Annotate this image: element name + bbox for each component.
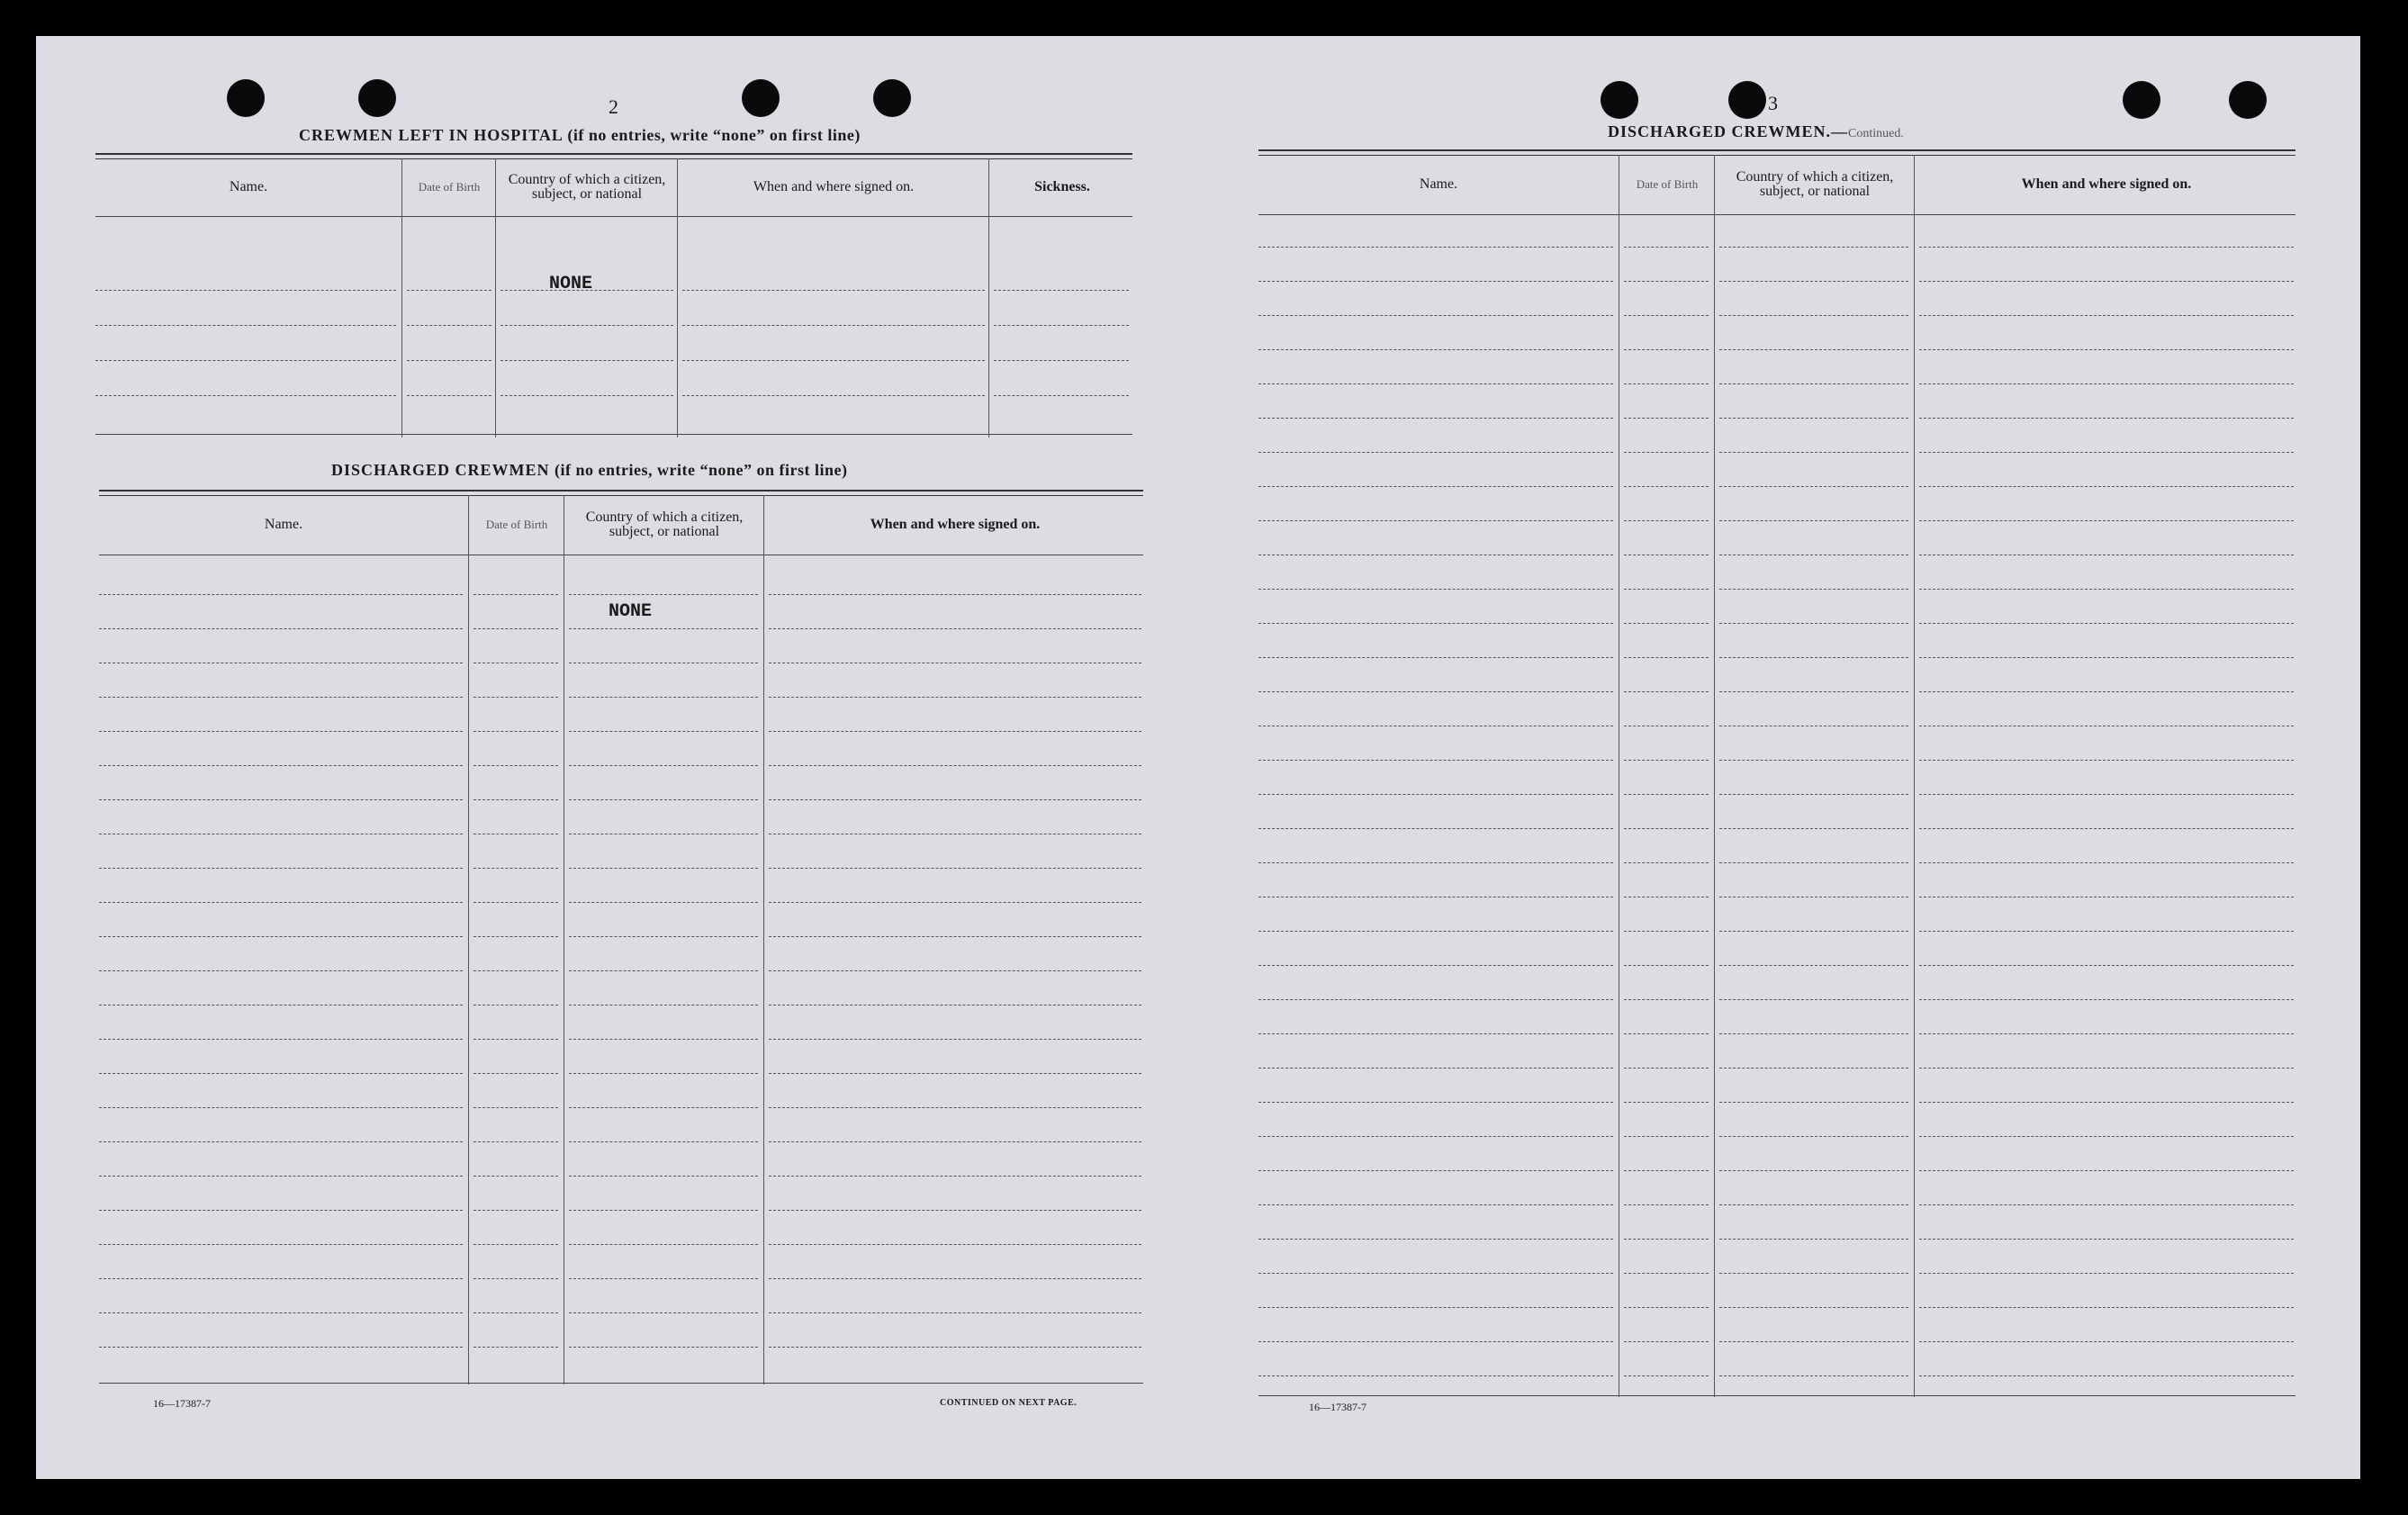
right-section-title bbox=[1608, 122, 1904, 141]
ruled-line bbox=[1624, 281, 1709, 282]
ruled-line bbox=[473, 1347, 558, 1348]
ruled-line bbox=[1719, 520, 1908, 521]
ruled-line bbox=[1919, 247, 2294, 248]
ruled-line bbox=[1919, 1273, 2294, 1274]
ruled-line bbox=[769, 970, 1141, 971]
ruled-line bbox=[1719, 1136, 1908, 1137]
punch-hole bbox=[2123, 81, 2160, 119]
ruled-line bbox=[769, 1141, 1141, 1142]
ruled-line bbox=[1258, 281, 1613, 282]
ruled-line bbox=[1719, 691, 1908, 692]
ruled-line bbox=[1258, 999, 1613, 1000]
ruled-line bbox=[473, 1141, 558, 1142]
column-header-when-where: When and where signed on. bbox=[753, 179, 915, 194]
ruled-line bbox=[769, 1210, 1141, 1211]
ruled-line bbox=[1258, 486, 1613, 487]
ruled-line bbox=[769, 868, 1141, 869]
ruled-line bbox=[1258, 828, 1613, 829]
column-header-country: Country of which a citizen, subject, or national bbox=[585, 510, 744, 539]
ruled-line bbox=[407, 395, 492, 396]
ruled-line bbox=[1624, 1170, 1709, 1171]
page-number-right: 3 bbox=[1768, 92, 1778, 114]
ruled-line bbox=[1919, 1375, 2294, 1376]
ruled-line bbox=[569, 1278, 758, 1279]
ruled-line bbox=[1624, 486, 1709, 487]
ruled-line bbox=[473, 697, 558, 698]
ruled-line bbox=[569, 731, 758, 732]
ruled-line bbox=[1258, 1136, 1613, 1137]
ruled-line bbox=[569, 1244, 758, 1245]
ruled-line bbox=[1258, 931, 1613, 932]
right-title-text: DISCHARGED CREWMEN.— bbox=[1608, 122, 1849, 140]
ruled-line bbox=[1719, 1170, 1908, 1171]
ruled-line bbox=[1624, 589, 1709, 590]
ruled-line bbox=[1624, 691, 1709, 692]
ruled-line bbox=[569, 697, 758, 698]
ruled-line bbox=[501, 395, 673, 396]
ruled-line bbox=[473, 731, 558, 732]
ruled-line bbox=[99, 594, 463, 595]
punch-hole bbox=[742, 79, 780, 117]
ruled-line bbox=[1919, 589, 2294, 590]
hospital-title-text: CREWMEN LEFT IN HOSPITAL bbox=[299, 126, 563, 144]
ruled-line bbox=[769, 731, 1141, 732]
ruled-line bbox=[1719, 247, 1908, 248]
ruled-line bbox=[501, 325, 673, 326]
ruled-line bbox=[473, 1073, 558, 1074]
ruled-line bbox=[1719, 1375, 1908, 1376]
ruled-line bbox=[569, 1312, 758, 1313]
ruled-line bbox=[769, 697, 1141, 698]
ruled-line bbox=[1624, 1239, 1709, 1240]
ruled-line bbox=[1719, 1204, 1908, 1205]
ruled-line bbox=[1719, 1341, 1908, 1342]
punch-hole bbox=[1601, 81, 1638, 119]
ruled-line bbox=[569, 594, 758, 595]
ruled-line bbox=[1719, 281, 1908, 282]
ruled-line bbox=[1624, 1033, 1709, 1034]
ruled-line bbox=[1624, 1068, 1709, 1069]
ruled-line bbox=[1919, 691, 2294, 692]
ruled-line bbox=[569, 1347, 758, 1348]
ruled-line bbox=[1624, 349, 1709, 350]
ruled-line bbox=[569, 868, 758, 869]
ruled-line bbox=[1719, 931, 1908, 932]
column-header-date-of-birth: Date of Birth bbox=[485, 518, 548, 531]
ruled-line bbox=[473, 628, 558, 629]
ruled-line bbox=[1719, 862, 1908, 863]
ruled-line bbox=[99, 1347, 463, 1348]
ruled-line bbox=[1919, 520, 2294, 521]
ruled-line bbox=[1624, 1136, 1709, 1137]
ruled-line bbox=[99, 731, 463, 732]
ruled-line bbox=[1624, 794, 1709, 795]
ruled-line bbox=[1719, 657, 1908, 658]
ruled-line bbox=[994, 290, 1129, 291]
ruled-line bbox=[994, 360, 1129, 361]
ruled-line bbox=[99, 902, 463, 903]
ruled-line bbox=[1624, 1273, 1709, 1274]
document-sheet bbox=[36, 36, 2360, 1479]
column-header-country: Country of which a citizen, subject, or national bbox=[1736, 169, 1894, 199]
ruled-line bbox=[1919, 1068, 2294, 1069]
ruled-line bbox=[1624, 623, 1709, 624]
ruled-line bbox=[569, 1073, 758, 1074]
ruled-line bbox=[1258, 1239, 1613, 1240]
ruled-line bbox=[682, 395, 985, 396]
ruled-line bbox=[473, 902, 558, 903]
column-header-country: Country of which a citizen, subject, or national bbox=[508, 172, 666, 202]
ruled-line bbox=[1624, 862, 1709, 863]
ruled-line bbox=[1624, 760, 1709, 761]
column-header-when-where: When and where signed on. bbox=[870, 517, 1041, 532]
ruled-line bbox=[769, 902, 1141, 903]
discharged-table-right bbox=[1258, 149, 2295, 1399]
ruled-line bbox=[769, 765, 1141, 766]
ruled-line bbox=[1258, 383, 1613, 384]
ruled-line bbox=[569, 1141, 758, 1142]
ruled-line bbox=[1258, 1375, 1613, 1376]
ruled-line bbox=[1919, 1204, 2294, 1205]
ruled-line bbox=[1719, 623, 1908, 624]
ruled-line bbox=[1258, 1033, 1613, 1034]
ruled-line bbox=[769, 936, 1141, 937]
ruled-line bbox=[473, 1210, 558, 1211]
ruled-line bbox=[1258, 247, 1613, 248]
ruled-line bbox=[1919, 1341, 2294, 1342]
column-header-date-of-birth: Date of Birth bbox=[418, 180, 481, 194]
ruled-line bbox=[1258, 1273, 1613, 1274]
discharged-title-text: DISCHARGED CREWMEN bbox=[331, 461, 550, 479]
punch-hole bbox=[2229, 81, 2267, 119]
ruled-line bbox=[407, 360, 492, 361]
hospital-subtitle-text: (if no entries, write “none” on first line) bbox=[567, 126, 861, 144]
ruled-line bbox=[1719, 349, 1908, 350]
ruled-line bbox=[1919, 452, 2294, 453]
ruled-line bbox=[1919, 1033, 2294, 1034]
ruled-line bbox=[569, 628, 758, 629]
punch-hole bbox=[1728, 81, 1766, 119]
ruled-line bbox=[769, 1244, 1141, 1245]
ruled-line bbox=[1919, 1239, 2294, 1240]
ruled-line bbox=[1258, 965, 1613, 966]
discharged-section-title bbox=[331, 461, 847, 480]
ruled-line bbox=[1919, 383, 2294, 384]
ruled-line bbox=[1624, 452, 1709, 453]
ruled-line bbox=[473, 1278, 558, 1279]
hospital-entry: NONE bbox=[549, 274, 593, 294]
ruled-line bbox=[1624, 657, 1709, 658]
ruled-line bbox=[1919, 281, 2294, 282]
discharged-table-left bbox=[99, 490, 1143, 1390]
hospital-section-title bbox=[299, 126, 861, 145]
ruled-line bbox=[1258, 520, 1613, 521]
ruled-line bbox=[1624, 1341, 1709, 1342]
ruled-line bbox=[1624, 999, 1709, 1000]
ruled-line bbox=[1919, 1307, 2294, 1308]
ruled-line bbox=[1919, 828, 2294, 829]
ruled-line bbox=[99, 1312, 463, 1313]
ruled-line bbox=[1258, 1341, 1613, 1342]
ruled-line bbox=[99, 868, 463, 869]
form-number-left: 16—17387-7 bbox=[153, 1397, 211, 1410]
ruled-line bbox=[99, 1210, 463, 1211]
ruled-line bbox=[569, 936, 758, 937]
ruled-line bbox=[1919, 965, 2294, 966]
ruled-line bbox=[99, 1039, 463, 1040]
ruled-line bbox=[473, 594, 558, 595]
ruled-line bbox=[1258, 760, 1613, 761]
discharged-subtitle-text: (if no entries, write “none” on first line) bbox=[555, 461, 848, 479]
ruled-line bbox=[994, 325, 1129, 326]
ruled-line bbox=[769, 594, 1141, 595]
ruled-line bbox=[569, 1210, 758, 1211]
ruled-line bbox=[99, 1244, 463, 1245]
ruled-line bbox=[501, 360, 673, 361]
ruled-line bbox=[1624, 520, 1709, 521]
ruled-line bbox=[1719, 486, 1908, 487]
ruled-line bbox=[769, 628, 1141, 629]
ruled-line bbox=[473, 765, 558, 766]
ruled-line bbox=[1624, 1102, 1709, 1103]
punch-hole bbox=[358, 79, 396, 117]
ruled-line bbox=[569, 902, 758, 903]
ruled-line bbox=[99, 799, 463, 800]
ruled-line bbox=[994, 395, 1129, 396]
ruled-line bbox=[682, 290, 985, 291]
column-header-name: Name. bbox=[264, 517, 303, 532]
ruled-line bbox=[1919, 999, 2294, 1000]
ruled-line bbox=[1719, 452, 1908, 453]
ruled-line bbox=[1919, 418, 2294, 419]
ruled-line bbox=[1258, 657, 1613, 658]
ruled-line bbox=[473, 1244, 558, 1245]
ruled-line bbox=[1258, 1170, 1613, 1171]
punch-hole bbox=[873, 79, 911, 117]
ruled-line bbox=[1258, 1102, 1613, 1103]
column-header-when-where: When and where signed on. bbox=[2021, 176, 2192, 192]
ruled-line bbox=[1919, 349, 2294, 350]
ruled-line bbox=[99, 1141, 463, 1142]
ruled-line bbox=[1719, 1068, 1908, 1069]
ruled-line bbox=[1919, 623, 2294, 624]
ruled-line bbox=[1624, 383, 1709, 384]
punch-hole bbox=[227, 79, 265, 117]
ruled-line bbox=[769, 1312, 1141, 1313]
ruled-line bbox=[1258, 691, 1613, 692]
column-header-sickness: Sickness. bbox=[1034, 179, 1090, 194]
ruled-line bbox=[769, 1176, 1141, 1177]
ruled-line bbox=[569, 1176, 758, 1177]
ruled-line bbox=[1624, 1204, 1709, 1205]
ruled-line bbox=[569, 799, 758, 800]
ruled-line bbox=[569, 765, 758, 766]
continued-note: CONTINUED ON NEXT PAGE. bbox=[940, 1398, 1078, 1408]
ruled-line bbox=[99, 1073, 463, 1074]
ruled-line bbox=[99, 970, 463, 971]
ruled-line bbox=[1919, 657, 2294, 658]
ruled-line bbox=[1719, 999, 1908, 1000]
ruled-line bbox=[1919, 486, 2294, 487]
ruled-line bbox=[1258, 1068, 1613, 1069]
ruled-line bbox=[1719, 1307, 1908, 1308]
ruled-line bbox=[473, 1039, 558, 1040]
ruled-line bbox=[1719, 418, 1908, 419]
ruled-line bbox=[1624, 418, 1709, 419]
ruled-line bbox=[473, 1312, 558, 1313]
ruled-line bbox=[1624, 1375, 1709, 1376]
form-number-right: 16—17387-7 bbox=[1309, 1401, 1366, 1413]
ruled-line bbox=[1719, 794, 1908, 795]
ruled-line bbox=[473, 1176, 558, 1177]
ruled-line bbox=[99, 936, 463, 937]
ruled-line bbox=[1258, 589, 1613, 590]
ruled-line bbox=[473, 799, 558, 800]
ruled-line bbox=[501, 290, 673, 291]
ruled-line bbox=[473, 1107, 558, 1108]
hospital-table bbox=[95, 153, 1132, 441]
ruled-line bbox=[769, 1039, 1141, 1040]
ruled-line bbox=[769, 799, 1141, 800]
ruled-line bbox=[769, 1347, 1141, 1348]
ruled-line bbox=[1719, 1033, 1908, 1034]
ruled-line bbox=[1624, 247, 1709, 248]
ruled-line bbox=[407, 325, 492, 326]
ruled-line bbox=[99, 628, 463, 629]
ruled-line bbox=[682, 325, 985, 326]
ruled-line bbox=[682, 360, 985, 361]
ruled-line bbox=[1919, 862, 2294, 863]
ruled-line bbox=[473, 970, 558, 971]
ruled-line bbox=[1624, 965, 1709, 966]
ruled-line bbox=[99, 1176, 463, 1177]
ruled-line bbox=[1258, 862, 1613, 863]
ruled-line bbox=[1719, 589, 1908, 590]
ruled-line bbox=[1919, 931, 2294, 932]
ruled-line bbox=[769, 1073, 1141, 1074]
ruled-line bbox=[95, 360, 396, 361]
ruled-line bbox=[1258, 315, 1613, 316]
ruled-line bbox=[1719, 1239, 1908, 1240]
ruled-line bbox=[99, 1278, 463, 1279]
ruled-line bbox=[1919, 794, 2294, 795]
ruled-line bbox=[569, 1039, 758, 1040]
ruled-line bbox=[473, 936, 558, 937]
ruled-line bbox=[769, 1107, 1141, 1108]
ruled-line bbox=[1258, 623, 1613, 624]
ruled-line bbox=[769, 1278, 1141, 1279]
ruled-line bbox=[1258, 794, 1613, 795]
ruled-line bbox=[95, 290, 396, 291]
ruled-line bbox=[1919, 1136, 2294, 1137]
ruled-line bbox=[1919, 315, 2294, 316]
ruled-line bbox=[99, 1107, 463, 1108]
ruled-line bbox=[1719, 383, 1908, 384]
column-header-name: Name. bbox=[229, 179, 268, 194]
ruled-line bbox=[1258, 349, 1613, 350]
discharged-entry: NONE bbox=[609, 601, 653, 622]
right-title-suffix: Continued. bbox=[1848, 127, 1904, 140]
ruled-line bbox=[1624, 315, 1709, 316]
ruled-line bbox=[95, 325, 396, 326]
page-number-left: 2 bbox=[609, 95, 618, 118]
ruled-line bbox=[1919, 760, 2294, 761]
ruled-line bbox=[1719, 1273, 1908, 1274]
ruled-line bbox=[1719, 828, 1908, 829]
ruled-line bbox=[95, 395, 396, 396]
ruled-line bbox=[1258, 418, 1613, 419]
ruled-line bbox=[99, 765, 463, 766]
ruled-line bbox=[99, 697, 463, 698]
ruled-line bbox=[1624, 1307, 1709, 1308]
ruled-line bbox=[1719, 315, 1908, 316]
ruled-line bbox=[1919, 1102, 2294, 1103]
ruled-line bbox=[407, 290, 492, 291]
ruled-line bbox=[1624, 828, 1709, 829]
ruled-line bbox=[1919, 1170, 2294, 1171]
ruled-line bbox=[473, 868, 558, 869]
column-header-date-of-birth: Date of Birth bbox=[1636, 177, 1699, 191]
ruled-line bbox=[1258, 1307, 1613, 1308]
ruled-line bbox=[569, 1107, 758, 1108]
ruled-line bbox=[569, 970, 758, 971]
ruled-line bbox=[1719, 965, 1908, 966]
column-header-name: Name. bbox=[1419, 176, 1458, 192]
ruled-line bbox=[1719, 760, 1908, 761]
ruled-line bbox=[1719, 1102, 1908, 1103]
ruled-line bbox=[1258, 452, 1613, 453]
ruled-line bbox=[1258, 1204, 1613, 1205]
ruled-line bbox=[1624, 931, 1709, 932]
